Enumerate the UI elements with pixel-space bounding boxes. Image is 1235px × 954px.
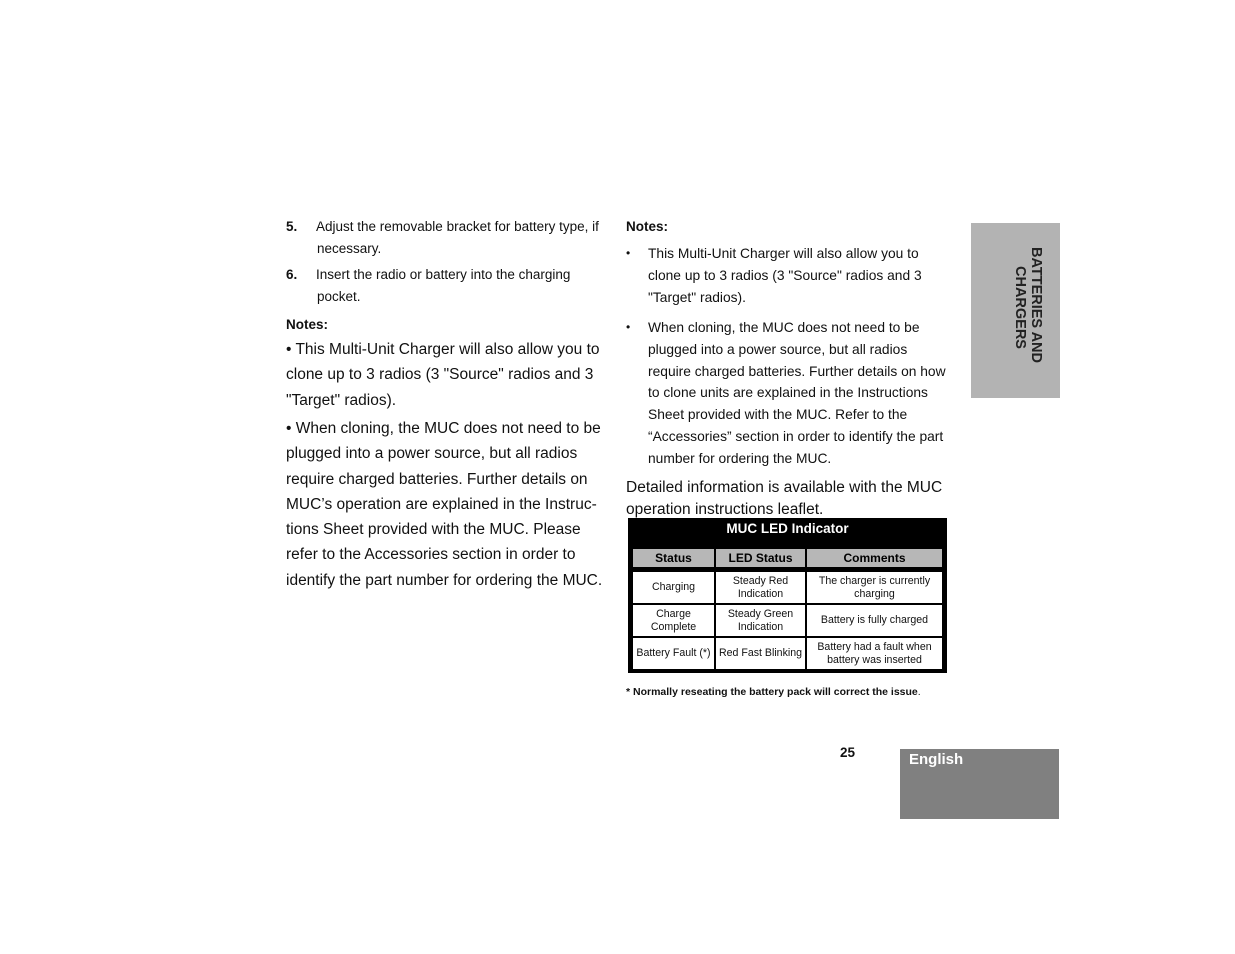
chapter-tab-line-2: CHARGERS	[1012, 266, 1028, 349]
table-cell: Battery is fully charged	[807, 605, 942, 636]
text-line: refer to the Accessories section in order to	[286, 546, 576, 564]
footnote-period: .	[917, 686, 921, 698]
detail-paragraph	[626, 477, 966, 520]
text-line: "Target" radios).	[286, 391, 397, 409]
table-cell: Charge Complete	[633, 605, 714, 636]
table-cell: Battery had a fault when battery was inserted	[807, 638, 942, 669]
table-cell: The charger is currently charging	[807, 572, 942, 603]
table-title: MUC LED Indicator	[726, 521, 849, 536]
text-line: identify the part number for ordering the MUC.	[286, 571, 603, 589]
language-label: English	[909, 751, 964, 768]
text-line: Sheet provided with the MUC. Refer to the	[648, 407, 908, 423]
left-note-1	[286, 337, 616, 413]
text-line: When cloning, the MUC does not need to be	[648, 320, 920, 335]
text-line: Detailed information is available with the MUC	[626, 479, 943, 496]
text-line: plugged into a power source, but all radios	[648, 341, 908, 357]
table-cell: Steady Red Indication	[716, 572, 805, 603]
bullet: •	[626, 246, 631, 260]
footnote-text: * Normally reseating the battery pack will correct the issue	[626, 686, 918, 698]
text-line: number for ordering the MUC.	[648, 450, 832, 466]
right-note-1	[626, 243, 956, 309]
text-line: plugged into a power source, but all radios	[286, 445, 578, 463]
table-cell: Charging	[633, 572, 714, 603]
chapter-tab-line-1: BATTERIES AND	[1028, 247, 1044, 363]
muc-led-table	[628, 518, 947, 673]
step-number: 6.	[286, 267, 298, 282]
text-line: require charged batteries. Further details on	[286, 470, 588, 488]
text-line: tions Sheet provided with the MUC. Please	[286, 521, 581, 539]
language-tab	[900, 749, 1059, 819]
text-line: require charged batteries. Further details on how	[648, 363, 946, 379]
chapter-side-tab	[971, 223, 1060, 398]
header-comments: Comments	[807, 549, 942, 567]
text-line: operation instructions leaflet.	[626, 500, 824, 518]
header-led-status: LED Status	[716, 549, 805, 567]
table-cell: Steady Green Indication	[716, 605, 805, 636]
text-line: • This Multi-Unit Charger will also allow you to	[286, 341, 600, 358]
page-number: 25	[840, 745, 856, 760]
step-text: Insert the radio or battery into the charging	[316, 267, 571, 282]
text-line: "Target" radios).	[648, 290, 746, 305]
bullet: •	[626, 320, 631, 334]
text-line: clone up to 3 radios (3 "Source" radios and 3	[286, 366, 594, 384]
left-note-2	[286, 416, 616, 593]
footnote	[626, 686, 921, 698]
text-line: to clone units are explained in the Instructions	[648, 385, 928, 401]
step-text: Adjust the removable bracket for battery type, if	[316, 219, 599, 234]
right-note-2	[626, 317, 956, 471]
header-status: Status	[633, 549, 714, 567]
step-text-continued: pocket.	[317, 289, 361, 304]
text-line: This Multi-Unit Charger will also allow you to	[648, 246, 919, 261]
step-text-continued: necessary.	[317, 241, 382, 256]
step-number: 5.	[286, 219, 298, 234]
right-notes-heading: Notes:	[626, 219, 669, 234]
table-cell: Red Fast Blinking	[716, 638, 805, 669]
table-cell: Battery Fault (*)	[633, 638, 714, 669]
left-notes-heading: Notes:	[286, 317, 329, 332]
text-line: clone up to 3 radios (3 "Source" radios and 3	[648, 268, 922, 283]
step-6	[286, 264, 616, 308]
text-line: MUC’s operation are explained in the Instruc-	[286, 495, 597, 513]
text-line: • When cloning, the MUC does not need to be	[286, 420, 601, 437]
step-5	[286, 216, 616, 260]
chapter-tab-rotated	[971, 223, 1060, 398]
text-line: “Accessories” section in order to identify the part	[648, 429, 944, 444]
